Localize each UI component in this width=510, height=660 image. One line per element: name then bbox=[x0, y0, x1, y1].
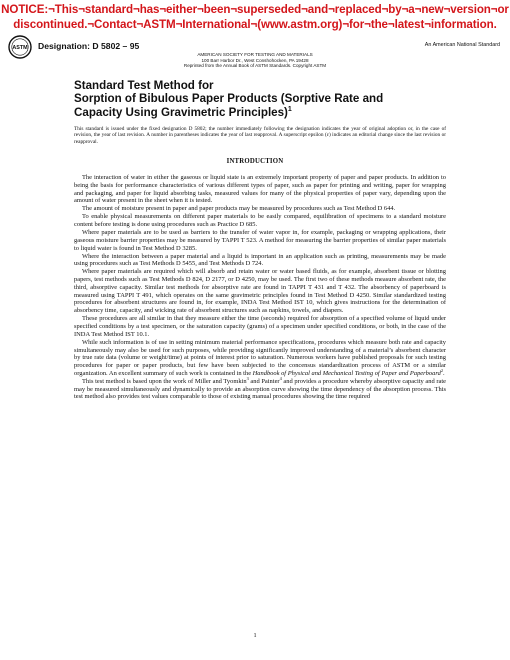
supersede-notice bbox=[0, 2, 510, 32]
designation: Designation: D 5802 – 95 bbox=[38, 41, 140, 51]
paragraph: The interaction of water in either the gaseous or liquid state is an extremely important property of paper and paper products. In addition to being the basis for performance characteristics of various different types of paper, such as paper for printing and writing, paper for wrapping and packaging, and paper for liquid absorbing tasks, measured values for many of the physical properties of paper vary, depending upon the amount of water present in the sheet when it is tested. bbox=[74, 174, 446, 205]
standard-type: An American National Standard bbox=[424, 42, 500, 48]
title-line-3: Capacity Using Gravimetric Principles)$^1$ bbox=[74, 105, 292, 119]
reprint-note: Reprinted from the Annual Book of ASTM Standards. Copyright ASTM bbox=[183, 63, 327, 69]
handbook-citation: Handbook of Physical and Mechanical Testing of Paper and Paperboard bbox=[252, 369, 441, 377]
title-footnote-mark: 1 bbox=[287, 105, 292, 113]
issued-note: This standard is issued under the fixed designation D 5802; the number immediately following the designation indicates the year of original adoption or, in the case of revision, the year of last revision. A number in parentheses indicates the year of last reapproval. A superscript epsilon (ε) indicates an editorial change since the last revision or reapproval. bbox=[74, 126, 446, 145]
notice-line-2: discontinued.¬Contact¬ASTM¬International¬(www.astm.org)¬for¬the¬latest¬information. bbox=[13, 18, 497, 31]
paragraph: Where paper materials are to be used as barriers to the transfer of water vapor in, for example, packaging or wrapping applications, their gaseous moisture barrier properties may be measured by TAPPI T 523. A method for measuring the barrier properties of similar paper materials to liquid water is found in Test Method D 3285. bbox=[74, 229, 446, 252]
notice-line-1: NOTICE:¬This¬standard¬has¬either¬been¬superseded¬and¬replaced¬by¬a¬new¬version¬or bbox=[1, 3, 509, 16]
title-line-2: Sorption of Bibulous Paper Products (Sorptive Rate and bbox=[74, 92, 384, 106]
paragraph: These procedures are all similar in that they measure either the time (seconds) required for absorption of a specified volume of liquid under specified conditions by a test specimen, or the saturation capacity (grams) of a specimen under specified conditions, or both, in the case of the INDA Test Method IST 10.1. bbox=[74, 315, 446, 338]
paragraph: While such information is of use in setting minimum material performance specifications, procedures which measure both rate and capacity simultaneously may also be used for such purposes, while providing significantly improved understanding of a material’s absorbent character by true rate data (volume or weight/time) at points of interest prior to saturation. Numerous workers have published proposals for such testing procedures for paper or paper products, but few have been subjected to the concensus standardization process of ASTM or a similar organization. An excellent summary of such work is contained in the Handbook of Physical and Mechanical Testing of Paper and Paperboard$^2$. bbox=[74, 338, 446, 377]
society-block bbox=[0, 52, 510, 69]
paragraph: To enable physical measurements on different paper materials to be easily compared, equilibration of specimens to a standard moisture content before testing is done using procedures such as Practice D 685. bbox=[74, 213, 446, 229]
logo-lettering: ASTM bbox=[12, 45, 28, 51]
paragraph: Where paper materials are required which will absorb and retain water or water based fluids, as for example, absorbent tissue or blotting papers, test methods such as Test Methods D 824, D 2177, or D 4250, may be used. The first two of these methods measure absorbent rate, the third, absorptive capacity. Similar test methods for absorptive rate are found in TAPPI T 431 and T 432. The absorbency of paperboard is measured using TAPPI T 491, which operates on the same gravimetric principles found in Test Method D 4250. Similar standardized testing procedures for absorbent structures are found in, for example, INDA Test Method IST 10, which gives instructions for the determination of absorbency time, capacity, and wicking rate of absorbent structures such as napkins, towels, and diapers. bbox=[74, 268, 446, 315]
society-address: 100 Barr Harbor Dr., West Conshohocken, PA 19428 bbox=[201, 57, 309, 63]
society-name: AMERICAN SOCIETY FOR TESTING AND MATERIALS bbox=[197, 52, 313, 57]
paragraph: This test method is based upon the work of Miller and Tyomkin$^3$ and Painter$^4$ and provides a procedure whereby absorptive capacity and rate may be measured simultaneously and dynamically to provide an absorption curve showing the time dependency of the absorption process. This test method also provides test values comparable to those of existing manual procedures showing the time required bbox=[74, 375, 447, 401]
document-title bbox=[74, 79, 474, 119]
section-heading-introduction: INTRODUCTION bbox=[226, 158, 284, 165]
introduction-body bbox=[74, 174, 446, 401]
paragraph: The amount of moisture present in paper and paper products may be measured by procedures such as Test Method D 644. bbox=[82, 205, 396, 213]
title-line-1: Standard Test Method for bbox=[74, 79, 214, 92]
paragraph: Where the interaction between a paper material and a liquid is important in an application such as printing, measurements may be made using procedures such as Test Methods D 5455, and Test Methods D 724. bbox=[74, 252, 446, 268]
page-number: 1 bbox=[253, 632, 257, 639]
